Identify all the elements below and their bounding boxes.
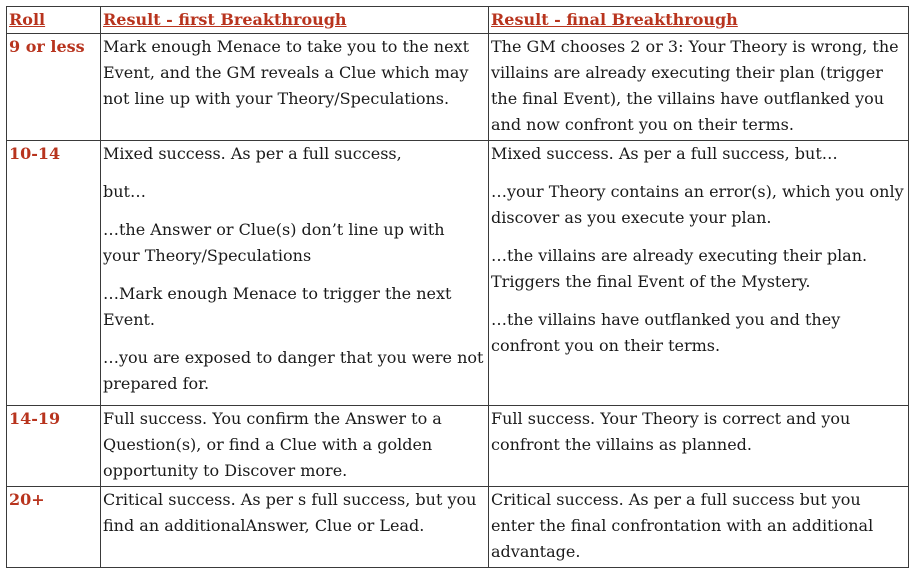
final-result-cell xyxy=(489,487,909,568)
result-text: …the villains have outflanked you and they confront you on their terms. xyxy=(491,310,841,355)
table-row xyxy=(7,406,909,487)
first-result-cell xyxy=(101,487,489,568)
header-final-breakthrough: Result - final Breakthrough xyxy=(489,7,909,34)
roll-cell: 20+ xyxy=(7,487,101,568)
result-text: …you are exposed to danger that you were not prepared for. xyxy=(103,348,484,393)
result-text: …your Theory contains an error(s), which you only discover as you execute your plan. xyxy=(491,182,904,227)
result-text: Critical success. As per s full success, but you find an additionalAnswer, Clue or Lead. xyxy=(103,490,477,535)
roll-cell: 10-14 xyxy=(7,141,101,406)
first-result-cell xyxy=(101,34,489,141)
first-result-cell xyxy=(101,406,489,487)
result-text: The GM chooses 2 or 3: Your Theory is wrong, the villains are already executing their plan (trigger the final Event), the villains have outflanked you and now confront you on their terms. xyxy=(491,37,899,134)
header-row xyxy=(7,7,909,34)
first-result-cell xyxy=(101,141,489,406)
final-result-cell xyxy=(489,141,909,406)
breakthrough-results-table xyxy=(6,6,909,568)
result-text: Full success. You confirm the Answer to a Question(s), or find a Clue with a golden opportunity to Discover more. xyxy=(103,409,442,480)
result-text: …the Answer or Clue(s) don’t line up with your Theory/Speculations xyxy=(103,220,445,265)
header-roll: Roll xyxy=(7,7,101,34)
result-text: Mixed success. As per a full success, xyxy=(103,144,402,163)
table-row xyxy=(7,34,909,141)
result-text: Full success. Your Theory is correct and you confront the villains as planned. xyxy=(491,409,851,454)
result-text: …Mark enough Menace to trigger the next Event. xyxy=(103,284,452,329)
result-text: Mark enough Menace to take you to the next Event, and the GM reveals a Clue which may not line up with your Theory/Speculations. xyxy=(103,37,469,108)
result-text: …the villains are already executing their plan. Triggers the final Event of the Mystery. xyxy=(491,246,868,291)
final-result-cell xyxy=(489,34,909,141)
roll-cell: 14-19 xyxy=(7,406,101,487)
roll-cell: 9 or less xyxy=(7,34,101,141)
result-text: Mixed success. As per a full success, but… xyxy=(491,144,838,163)
table-row xyxy=(7,141,909,406)
result-text: Critical success. As per a full success but you enter the final confrontation with an additional advantage. xyxy=(491,490,874,561)
table-row xyxy=(7,487,909,568)
result-text: but… xyxy=(103,182,146,201)
header-first-breakthrough: Result - first Breakthrough xyxy=(101,7,489,34)
final-result-cell xyxy=(489,406,909,487)
